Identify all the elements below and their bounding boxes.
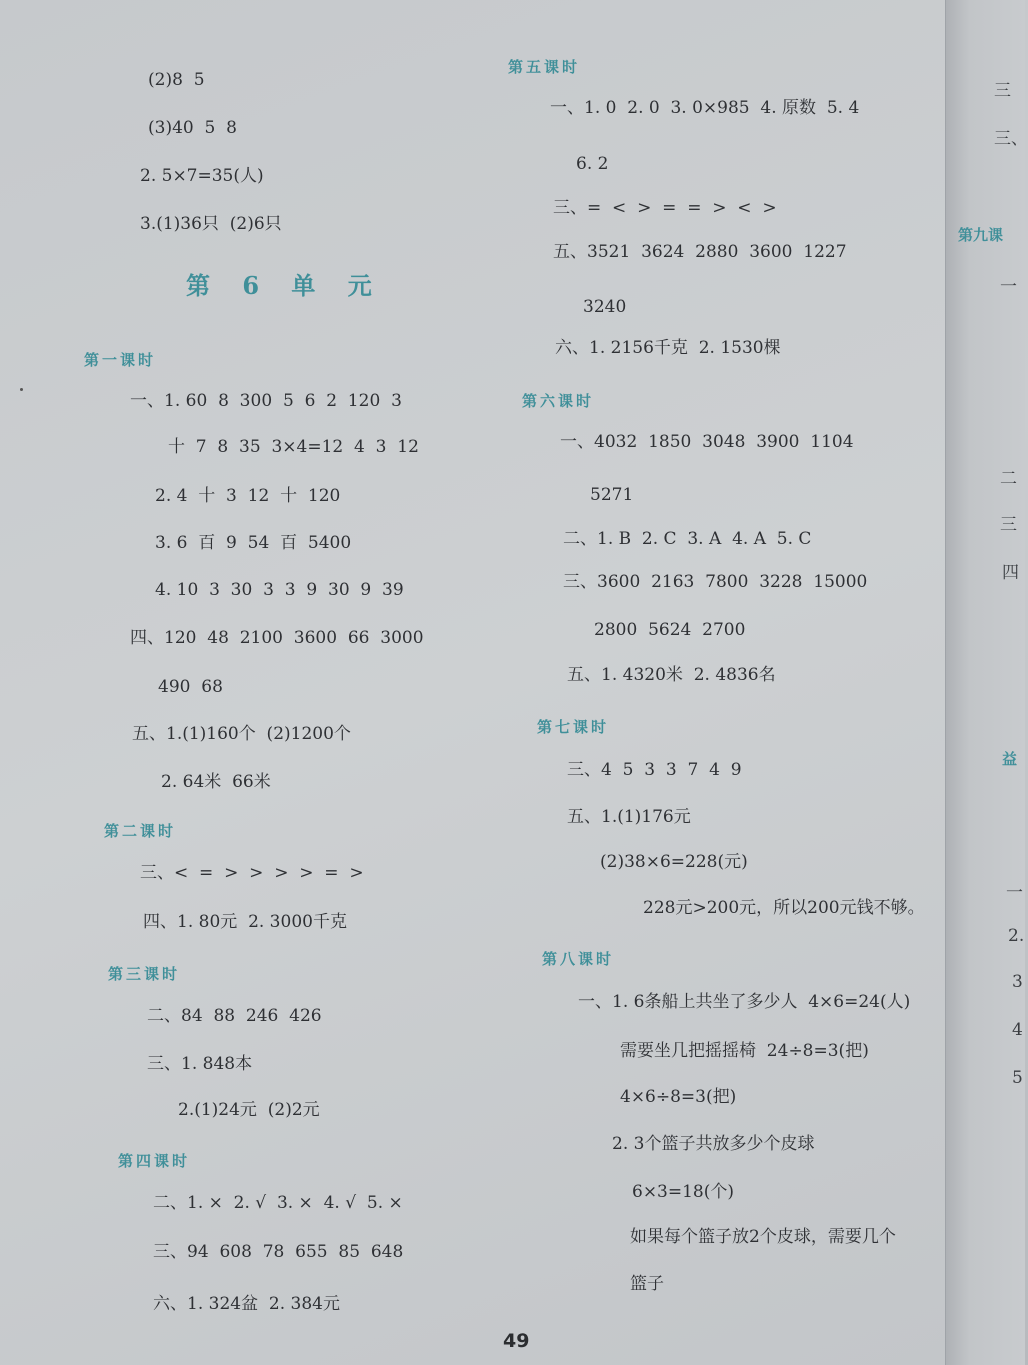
answer-line: 一、1. 6条船上共坐了多少人 4×6=24(人)	[578, 992, 911, 1012]
lesson-heading: 第二课时	[104, 822, 177, 840]
answer-line: 2. 3个篮子共放多少个皮球	[612, 1134, 815, 1154]
next-page-edge	[945, 0, 1025, 1365]
paper-speck	[20, 388, 23, 391]
edge-text: 三	[994, 81, 1011, 101]
answer-line: 490 68	[158, 677, 223, 697]
answer-line: 228元>200元，所以200元钱不够。	[643, 898, 925, 918]
answer-line: (2)8 5	[148, 70, 205, 90]
edge-text: 三、	[994, 129, 1028, 149]
edge-text: 一	[1006, 883, 1023, 903]
answer-line: 二、1. B 2. C 3. A 4. A 5. C	[563, 529, 812, 549]
answer-line: (2)38×6=228(元)	[600, 852, 748, 872]
answer-line: 6. 2	[576, 154, 609, 174]
answer-line: 一、1. 0 2. 0 3. 0×985 4. 原数 5. 4	[550, 98, 860, 118]
answer-line: 6×3=18(个)	[632, 1182, 735, 1202]
answer-line: 三、4 5 3 3 7 4 9	[567, 760, 742, 780]
edge-text: 2.	[1008, 926, 1025, 946]
answer-line: 五、1. 4320米 2. 4836名	[567, 665, 776, 685]
answer-line: 五、1.(1)160个 (2)1200个	[132, 724, 351, 744]
lesson-heading: 第七课时	[537, 718, 610, 736]
edge-text: 三	[1000, 515, 1017, 535]
page-number: 49	[503, 1330, 530, 1352]
answer-line: 4×6÷8=3(把)	[620, 1087, 737, 1107]
answer-line: 如果每个篮子放2个皮球，需要几个	[630, 1227, 896, 1247]
edge-text: 3	[1012, 972, 1023, 992]
unit-title: 第 6 单 元	[186, 271, 384, 300]
answer-line: 2. 5×7=35(人)	[140, 166, 264, 186]
answer-line: 一、4032 1850 3048 3900 1104	[560, 432, 854, 452]
answer-line: 2800 5624 2700	[594, 620, 746, 640]
lesson-heading: 第八课时	[542, 950, 615, 968]
answer-line: 四、120 48 2100 3600 66 3000	[130, 628, 424, 648]
answer-line: 二、1. × 2. √ 3. × 4. √ 5. ×	[153, 1193, 403, 1213]
answer-line: 2. 64米 66米	[161, 772, 271, 792]
answer-line: 五、1.(1)176元	[567, 807, 691, 827]
answer-line: 3. 6 百 9 54 百 5400	[155, 533, 352, 553]
edge-text: 二	[1000, 469, 1017, 489]
answer-line: 篮子	[630, 1274, 664, 1294]
lesson-heading: 第六课时	[522, 392, 595, 410]
answer-line: 四、1. 80元 2. 3000千克	[143, 912, 347, 932]
lesson-heading: 第四课时	[118, 1152, 191, 1170]
edge-text: 一	[1000, 277, 1017, 297]
answer-line: 一、1. 60 8 300 5 6 2 120 3	[130, 391, 402, 411]
answer-line: 五、3521 3624 2880 3600 1227	[553, 242, 847, 262]
answer-line: 六、1. 2156千克 2. 1530棵	[555, 338, 781, 358]
lesson-heading: 第三课时	[108, 965, 181, 983]
answer-line: 三、= < > = = > < >	[553, 198, 777, 218]
answer-line: 3240	[583, 297, 627, 317]
edge-heading: 益	[1002, 750, 1018, 768]
answer-line: (3)40 5 8	[148, 118, 237, 138]
answer-line: 二、84 88 246 426	[147, 1006, 322, 1026]
answer-line: 3.(1)36只 (2)6只	[140, 214, 282, 234]
answer-line: 三、3600 2163 7800 3228 15000	[563, 572, 868, 592]
answer-line: 三、1. 848本	[147, 1054, 253, 1074]
lesson-heading: 第一课时	[84, 351, 157, 369]
answer-line: 4. 10 3 30 3 3 9 30 9 39	[155, 580, 404, 600]
answer-line: 六、1. 324盆 2. 384元	[153, 1294, 340, 1314]
edge-text: 四	[1002, 563, 1019, 583]
answer-line: 需要坐几把摇摇椅 24÷8=3(把)	[620, 1041, 869, 1061]
answer-line: 2.(1)24元 (2)2元	[178, 1100, 320, 1120]
answer-line: 三、94 608 78 655 85 648	[153, 1242, 404, 1262]
answer-line: 十 7 8 35 3×4=12 4 3 12	[168, 437, 419, 457]
edge-heading: 第九课	[958, 226, 1004, 244]
edge-text: 5	[1012, 1068, 1023, 1088]
lesson-heading: 第五课时	[508, 58, 581, 76]
answer-line: 2. 4 十 3 12 十 120	[155, 486, 341, 506]
answer-line: 三、< = > > > > = >	[140, 863, 364, 883]
edge-text: 4	[1012, 1020, 1023, 1040]
answer-line: 5271	[590, 485, 634, 505]
